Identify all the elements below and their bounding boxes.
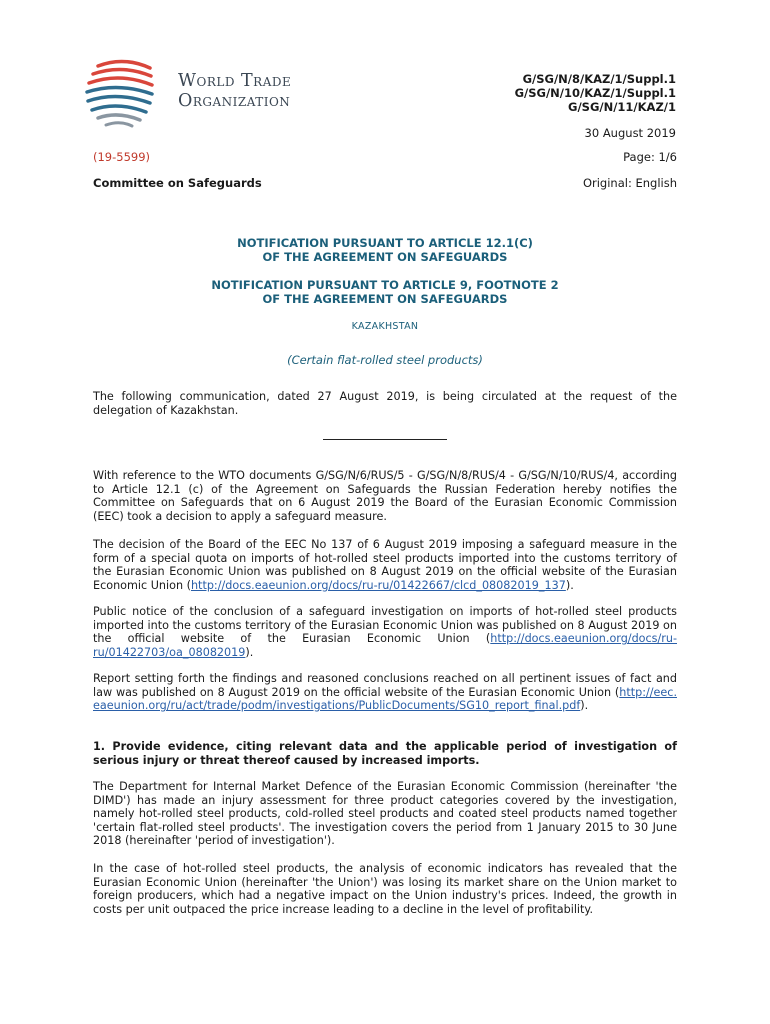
wto-logo	[84, 58, 344, 130]
document-symbol: G/SG/N/8/KAZ/1/Suppl.1	[522, 72, 676, 86]
title-line: NOTIFICATION PURSUANT TO ARTICLE 12.1(C)	[237, 236, 533, 250]
paragraph-5: The Department for Internal Market Defence of the Eurasian Economic Commission (hereinafter 'the DIMD') has made an injury assessment for three product categories covered by the investigation, namely hot-rolled steel products, cold-rolled steel products and coated steel products named together 'certain flat-rolled steel products'. The investigation covers the period from 1 January 2015 to 30 June 2018 (hereinafter 'period of investigation').	[93, 780, 677, 848]
paragraph-text: Report setting forth the findings and reasoned conclusions reached on all pertinent issues of fact and law was published on 8 August 2019 on the official website of the Eurasian Economic Union (	[93, 672, 677, 699]
wto-globe-icon	[84, 58, 164, 130]
paragraph-6: In the case of hot-rolled steel products, the analysis of economic indicators has revealed that the Eurasian Economic Union (hereinafter 'the Union') was losing its market share on the Union market to foreign producers, which had a negative impact on the Union industry's prices. Indeed, the growth in costs per unit outpaced the price increase leading to a decline in the level of profitability.	[93, 862, 677, 916]
logo-line-1: World Trade	[178, 71, 292, 91]
committee-name: Committee on Safeguards	[93, 176, 262, 190]
paragraph-end: ).	[580, 699, 589, 713]
document-symbol: G/SG/N/10/KAZ/1/Suppl.1	[514, 86, 676, 100]
document-date: 30 August 2019	[584, 126, 676, 140]
subject-line: (Certain flat-rolled steel products)	[287, 353, 483, 367]
public-notice-link[interactable]: http://docs.eaeunion.org/docs/ru-ru/01422703/oa_08082019	[93, 632, 677, 659]
page-number: Page: 1/6	[623, 150, 677, 164]
title-line: NOTIFICATION PURSUANT TO ARTICLE 9, FOOTNOTE 2	[211, 278, 559, 292]
paragraph-1: With reference to the WTO documents G/SG/N/6/RUS/5 - G/SG/N/8/RUS/4 - G/SG/N/10/RUS/4, according to Article 12.1 (c) of the Agreement on Safeguards the Russian Federation hereby notifies the Committee on Safeguards that on 6 August 2019 the Board of the Eurasian Economic Commission (EEC) took a decision to apply a safeguard measure.	[93, 469, 677, 523]
doc-number: (19-5599)	[93, 150, 151, 164]
document-symbols	[515, 72, 676, 114]
paragraph-end: ).	[565, 578, 574, 592]
notification-title-1	[93, 236, 677, 264]
separator-rule	[323, 439, 447, 440]
title-line: OF THE AGREEMENT ON SAFEGUARDS	[262, 250, 508, 264]
member-name: KAZAKHSTAN	[351, 321, 419, 332]
logo-line-2: Organization	[178, 91, 291, 111]
title-line: OF THE AGREEMENT ON SAFEGUARDS	[262, 292, 508, 306]
intro-paragraph: The following communication, dated 27 August 2019, is being circulated at the request of the delegation of Kazakhstan.	[93, 390, 677, 417]
report-link[interactable]: http://eec.eaeunion.org/ru/act/trade/podm/investigations/PublicDocuments/SG10_report_final.pdf	[93, 685, 677, 713]
eec-decision-link[interactable]: http://docs.eaeunion.org/docs/ru-ru/01422667/clcd_08082019_137	[190, 578, 566, 592]
paragraph-text: Public notice of the conclusion of a safeguard investigation on imports of hot-rolled steel products imported into the customs territory of the Eurasian Economic Union was published on 8 August 2019 on the official website of the Eurasian Economic Union (	[93, 605, 677, 646]
document-symbol: G/SG/N/11/KAZ/1	[568, 100, 676, 114]
paragraph-2	[93, 538, 677, 592]
paragraph-text: The decision of the Board of the EEC No 137 of 6 August 2019 imposing a safeguard measure in the form of a special quota on imports of hot-rolled steel products imported into the customs territory of the Eurasian Economic Union was published on 8 August 2019 on the official website of the Eurasian Economic Union (	[93, 538, 677, 592]
paragraph-3	[93, 605, 677, 659]
original-language: Original: English	[582, 176, 677, 190]
paragraph-4	[93, 672, 677, 713]
notification-title-2	[93, 278, 677, 306]
paragraph-end: ).	[245, 645, 254, 659]
section-heading-1: 1. Provide evidence, citing relevant data and the applicable period of investigation of serious injury or threat thereof caused by increased imports.	[93, 740, 677, 767]
wto-logo-text	[178, 71, 291, 111]
